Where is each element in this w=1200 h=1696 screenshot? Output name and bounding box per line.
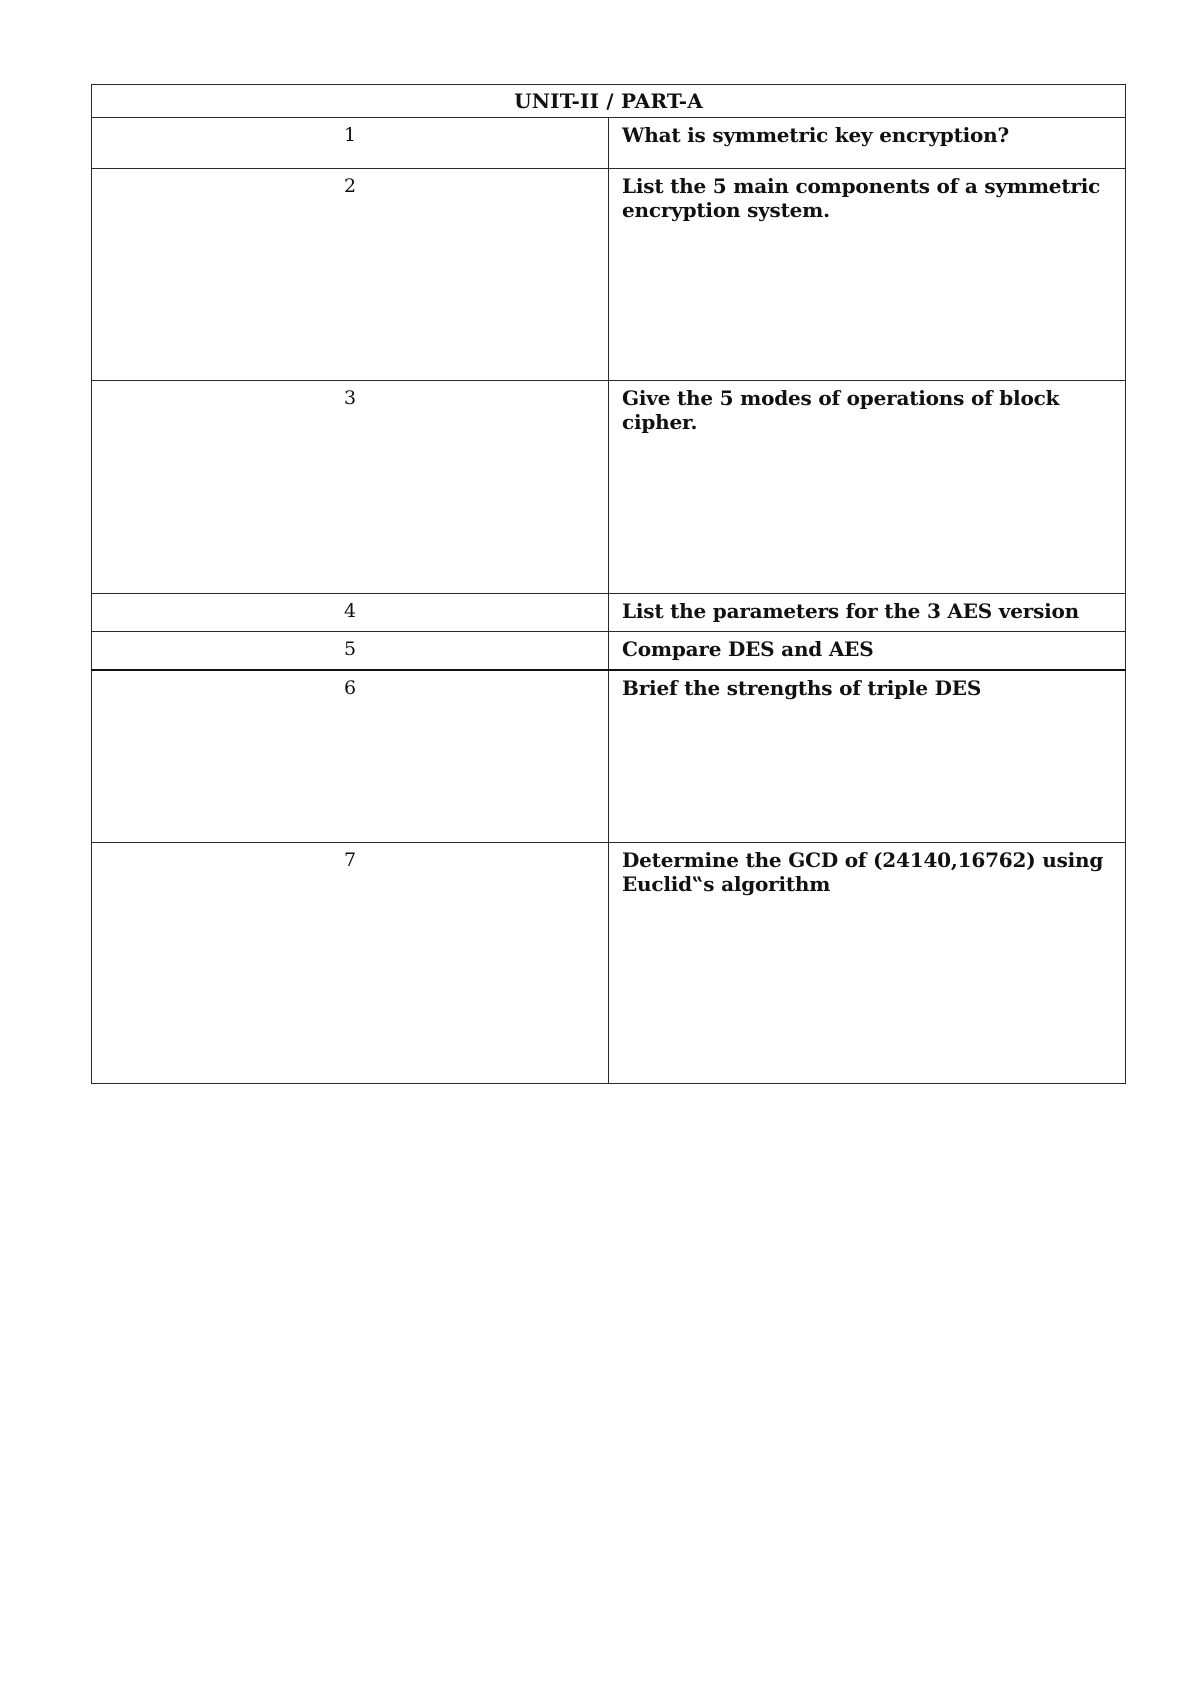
question-text: List the 5 main components of a symmetric encryption system. — [609, 169, 1126, 381]
question-table — [91, 84, 1126, 1084]
table-row — [92, 169, 1126, 381]
question-number: 6 — [92, 670, 609, 843]
question-number: 1 — [92, 118, 609, 169]
question-text: What is symmetric key encryption? — [609, 118, 1126, 169]
table-row — [92, 594, 1126, 632]
table-row — [92, 118, 1126, 169]
question-number: 7 — [92, 843, 609, 1084]
question-text: Compare DES and AES — [609, 632, 1126, 670]
question-number: 2 — [92, 169, 609, 381]
question-number: 3 — [92, 381, 609, 594]
question-text: List the parameters for the 3 AES version — [609, 594, 1126, 632]
question-text: Determine the GCD of (24140,16762) using Euclid‟s algorithm — [609, 843, 1126, 1084]
question-text: Brief the strengths of triple DES — [609, 670, 1126, 843]
unit-part-title: UNIT-II / PART-A — [92, 85, 1126, 118]
question-number: 4 — [92, 594, 609, 632]
table-row — [92, 670, 1126, 843]
question-text: Give the 5 modes of operations of block cipher. — [609, 381, 1126, 594]
table-row — [92, 381, 1126, 594]
table-header-row — [92, 85, 1126, 118]
question-number: 5 — [92, 632, 609, 670]
table-row — [92, 632, 1126, 670]
table-row — [92, 843, 1126, 1084]
